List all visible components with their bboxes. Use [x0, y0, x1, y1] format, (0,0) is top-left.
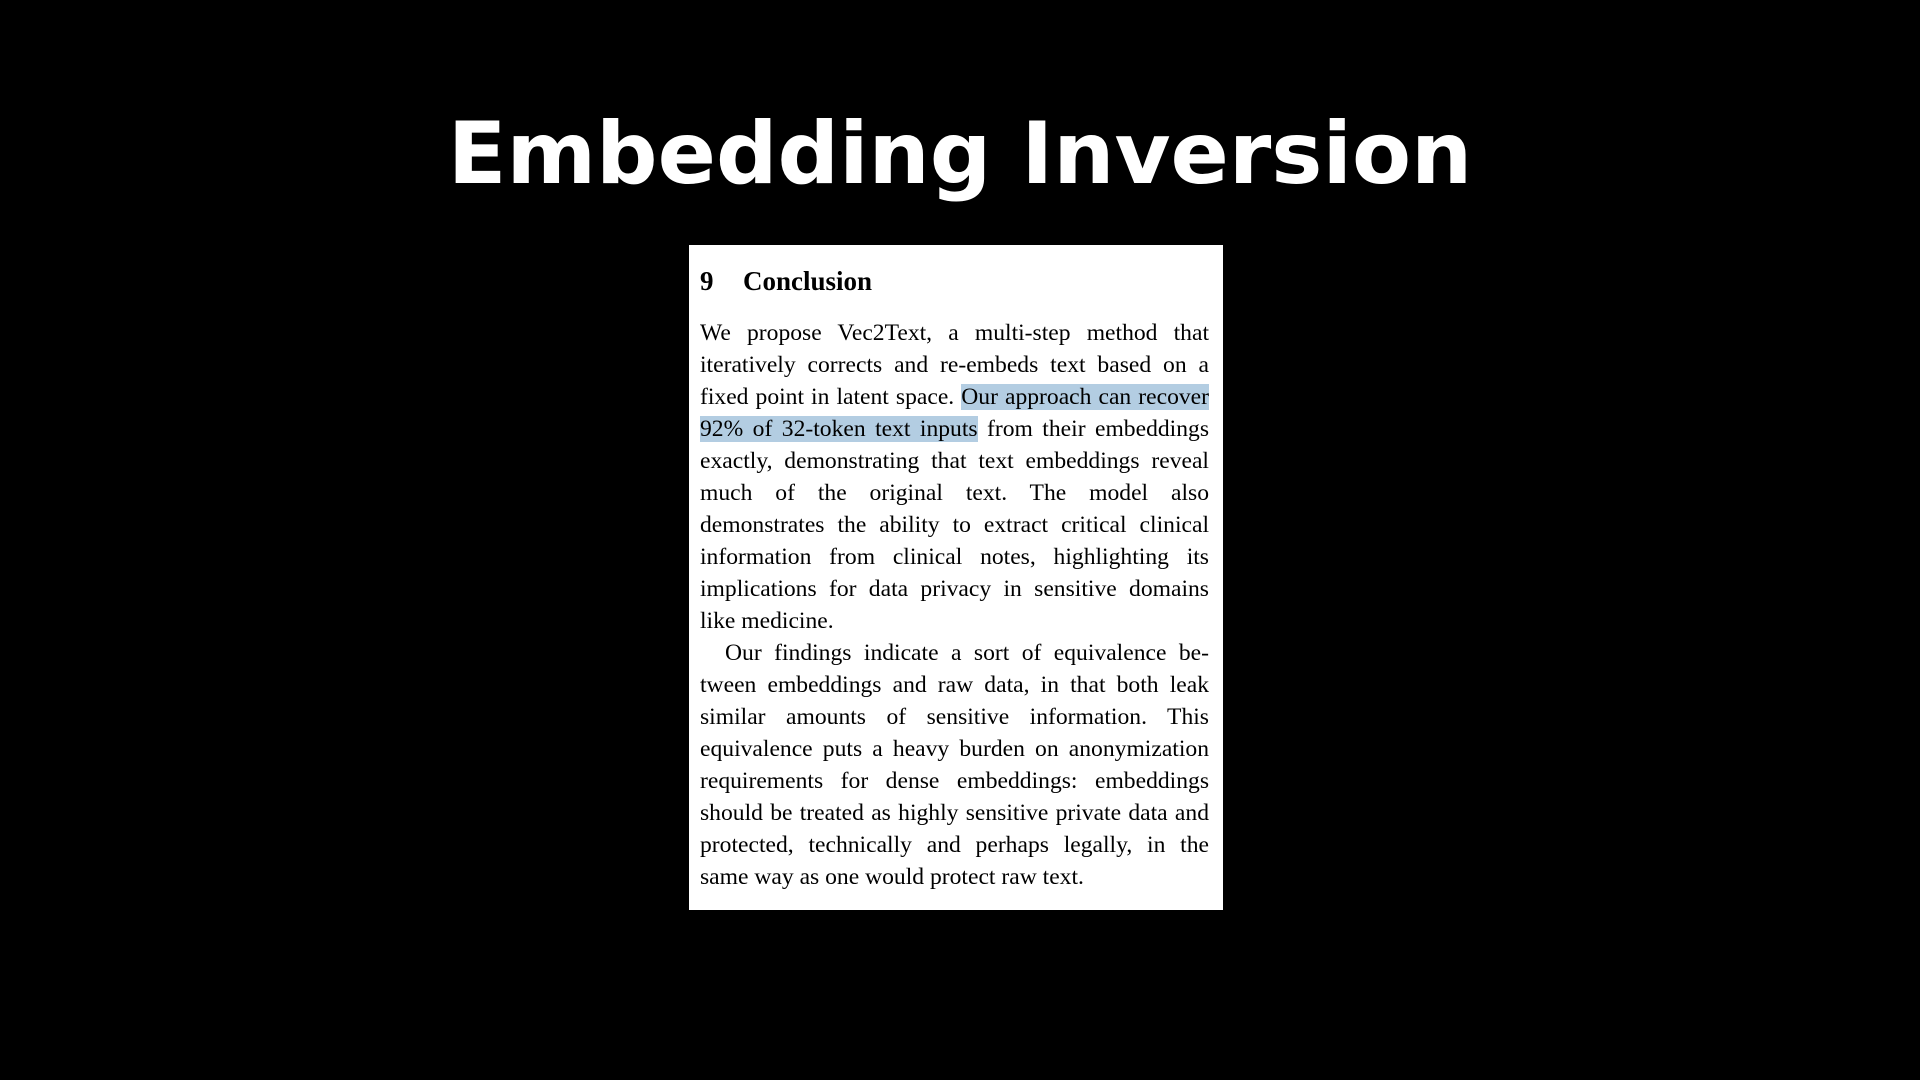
paper-excerpt [689, 245, 1223, 910]
paragraph-1-text-start: We propose Vec2Text, a multi-step method that iteratively corrects and re-embeds text based on a fixed point in latent space. [700, 320, 1209, 410]
section-heading [700, 263, 1209, 299]
slide-title: Embedding Inversion [447, 104, 1473, 204]
paragraph-1-text-end: from their embeddings exactly, demonstrating that text embeddings reveal much of the original text. The model also demonstrates the ability to extract critical clinical information from clinical notes, highlighting its implications for data privacy in sensitive domains like medicine. [700, 416, 1209, 634]
paragraph-1 [700, 317, 1209, 637]
highlighted-text: Our approach can recover 92% of 32-token text inputs [700, 384, 1209, 442]
section-number: 9 [700, 266, 714, 296]
paragraph-2: Our findings indicate a sort of equivalence between embeddings and raw data, in that both leak similar amounts of sensitive information. This equivalence puts a heavy burden on anonymization requirements for dense embeddings: embeddings should be treated as highly sensitive private data and protected, technically and perhaps legally, in the same way as one would protect raw text. [700, 640, 1209, 890]
section-title: Conclusion [743, 266, 873, 296]
